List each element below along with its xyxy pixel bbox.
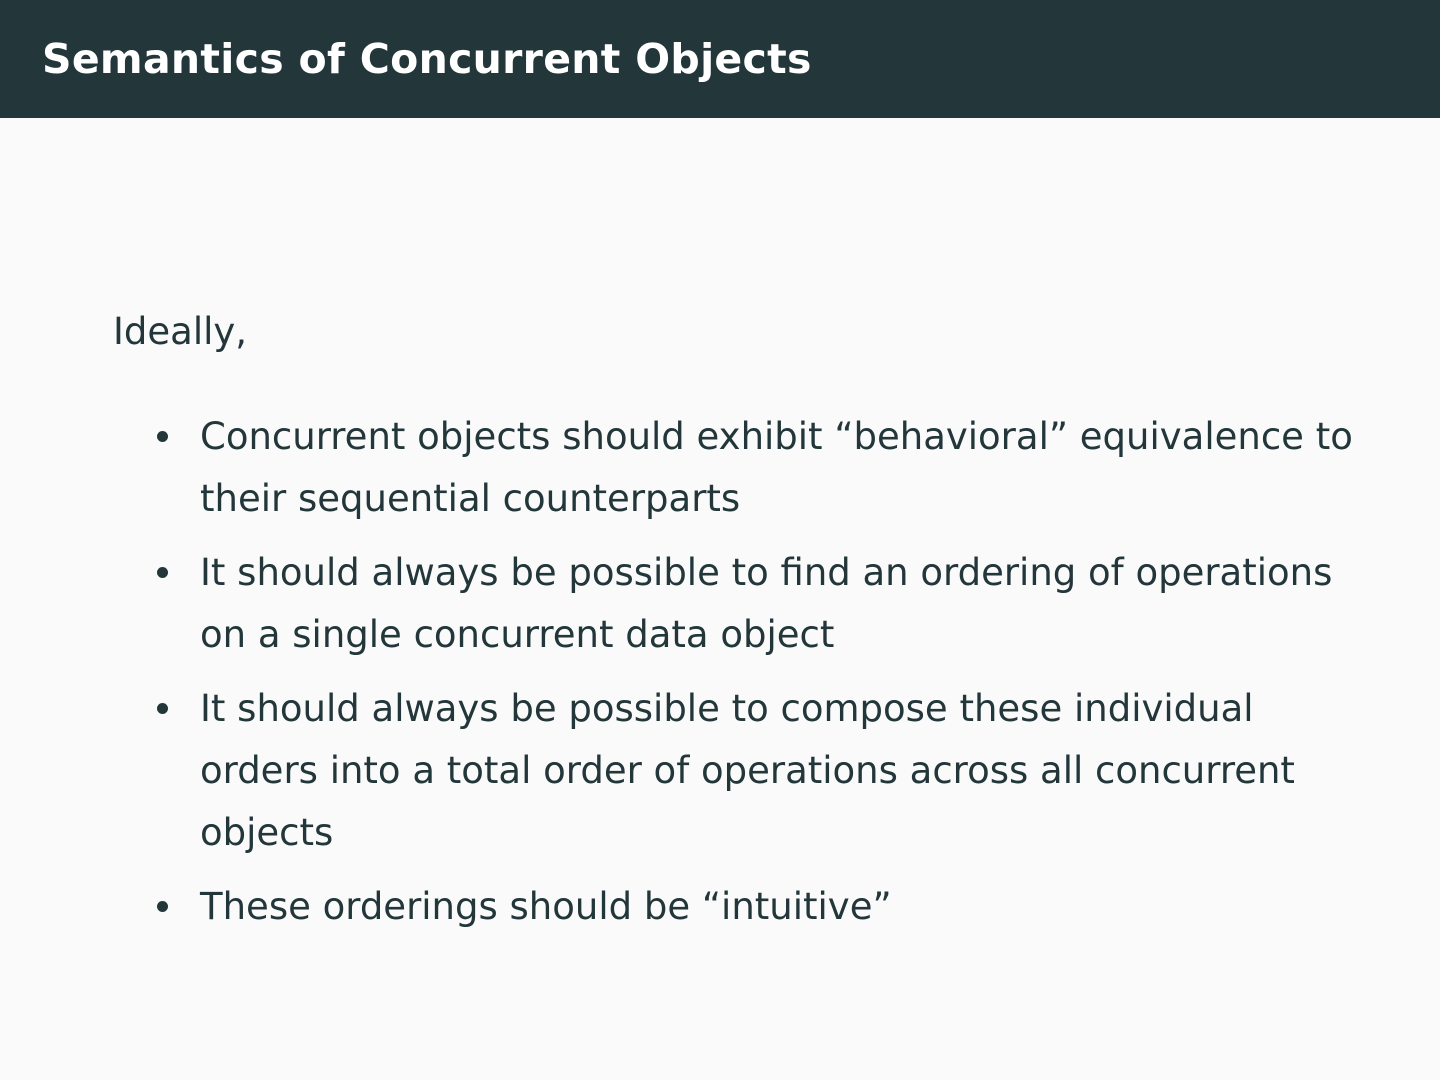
slide-content [113, 306, 1373, 950]
bullet-dot-icon [157, 901, 168, 912]
bullet-dot-icon [157, 567, 168, 578]
bullet-dot-icon [157, 703, 168, 714]
bullet-list [113, 406, 1373, 938]
bullet-item [113, 542, 1373, 666]
bullet-text: Concurrent objects should exhibit “behavioral” equivalence to their sequential counterparts [200, 415, 1353, 520]
title-bar [0, 0, 1440, 118]
bullet-text: These orderings should be “intuitive” [200, 885, 892, 928]
bullet-item [113, 406, 1373, 530]
bullet-text: It should always be possible to find an ordering of operations on a single concurrent data object [200, 551, 1333, 656]
bullet-item [113, 876, 1373, 938]
intro-text: Ideally, [113, 310, 248, 353]
bullet-item [113, 678, 1373, 864]
bullet-dot-icon [157, 431, 168, 442]
slide-title: Semantics of Concurrent Objects [42, 35, 812, 83]
bullet-text: It should always be possible to compose these individual orders into a total order of operations across all concurrent objects [200, 687, 1295, 854]
